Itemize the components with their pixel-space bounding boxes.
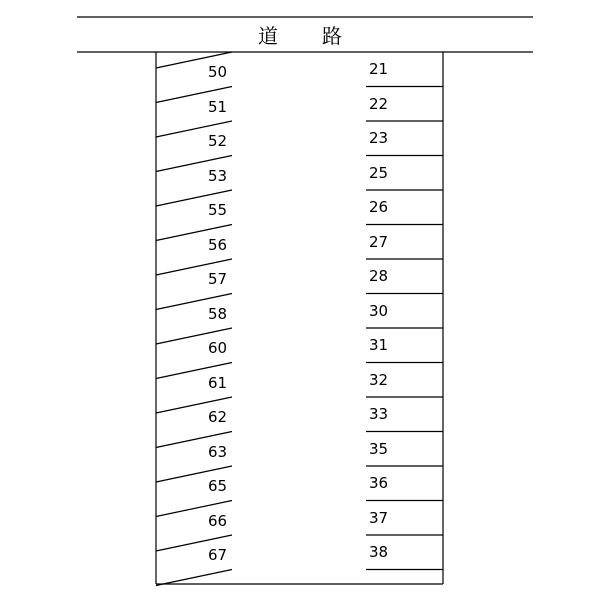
parking-space-label: 27 [369, 232, 389, 251]
road-label: 道 路 [258, 24, 354, 48]
parking-space-label: 21 [369, 60, 389, 78]
parking-space-label: 62 [208, 408, 228, 426]
parking-space-label: 23 [369, 129, 389, 147]
parking-space-label: 26 [369, 198, 389, 216]
parking-space-label: 57 [208, 270, 228, 288]
parking-space-label: 38 [369, 543, 389, 561]
parking-space-label: 60 [208, 339, 228, 357]
parking-space-label: 30 [369, 301, 389, 320]
parking-space-label: 31 [369, 336, 389, 354]
parking-space-label: 33 [369, 405, 389, 423]
parking-space-label: 56 [208, 235, 228, 254]
parking-space-label: 37 [369, 508, 389, 527]
parking-space-label: 22 [369, 94, 389, 113]
parking-space-label: 36 [369, 474, 389, 492]
parking-space-label: 53 [208, 166, 228, 185]
parking-space-label: 61 [208, 373, 228, 392]
parking-space-label: 66 [208, 511, 228, 530]
parking-space-label: 28 [369, 267, 389, 285]
parking-space-label: 67 [208, 546, 228, 564]
parking-space-label: 63 [208, 442, 228, 461]
parking-space-label: 32 [369, 370, 389, 389]
parking-space-label: 35 [369, 439, 389, 458]
parking-space-label: 50 [208, 63, 228, 81]
parking-space-label: 55 [208, 201, 228, 219]
parking-space-label: 58 [208, 304, 228, 323]
parking-space-label: 25 [369, 163, 389, 182]
parking-space-label: 51 [208, 97, 228, 116]
left-space-divider [156, 570, 232, 586]
parking-space-label: 52 [208, 132, 228, 150]
parking-space-label: 65 [208, 477, 228, 495]
